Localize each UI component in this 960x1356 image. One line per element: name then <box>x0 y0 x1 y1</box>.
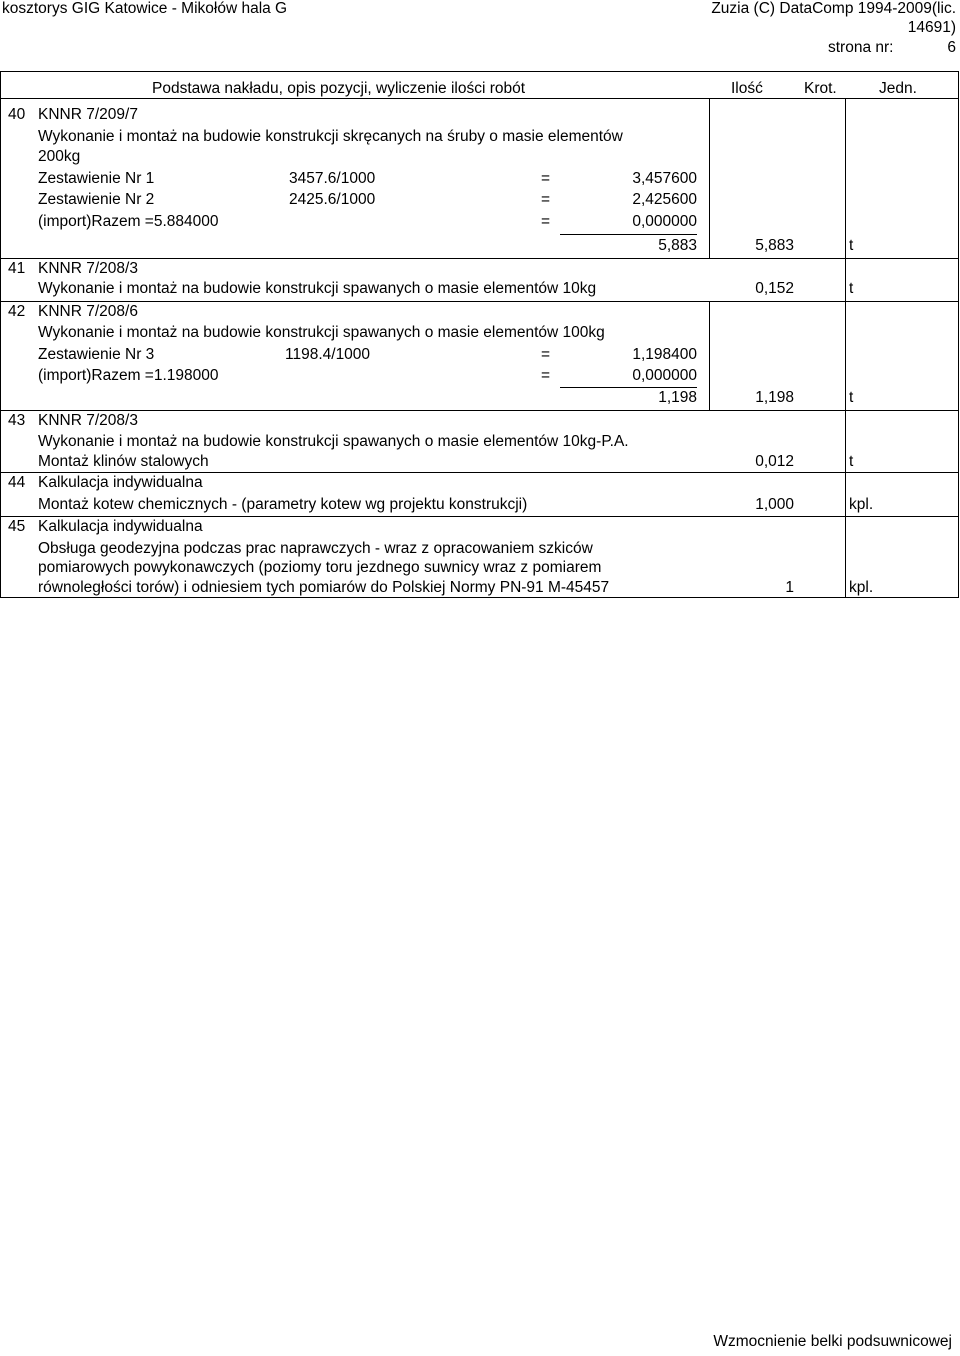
calc-equals: = <box>541 346 551 363</box>
item-description: Montaż kotew chemicznych - (parametry kotew wg projektu konstrukcji) <box>38 496 528 513</box>
item-number: 41 <box>8 260 26 277</box>
page-number-label: strona nr: <box>828 39 894 56</box>
item-number: 43 <box>8 412 26 429</box>
calc-value: 0,000000 <box>632 367 697 384</box>
page-footer: Wzmocnienie belki podsuwnicowej <box>713 1333 952 1350</box>
item-description: Wykonanie i montaż na budowie konstrukcji spawanych o masie elementów 10kg-P.A. <box>38 433 629 450</box>
header-description: Podstawa nakładu, opis pozycji, wyliczenie ilości robót <box>152 80 526 97</box>
calc-label: (import)Razem =5.884000 <box>38 213 219 230</box>
calc-equals: = <box>541 191 551 208</box>
item-code: KNNR 7/209/7 <box>38 106 138 123</box>
license-number: 14691) <box>907 19 956 36</box>
item-unit: t <box>849 389 854 406</box>
calc-subtotal: 5,883 <box>658 237 697 254</box>
item-number: 44 <box>8 474 26 491</box>
item-description: Montaż klinów stalowych <box>38 453 209 470</box>
table-row-divider <box>0 258 959 259</box>
calc-equals: = <box>541 367 551 384</box>
page-number: 6 <box>947 39 956 56</box>
table-border <box>0 71 959 72</box>
header-unit: Jedn. <box>879 80 917 97</box>
header-krot: Krot. <box>804 80 837 97</box>
item-quantity: 0,152 <box>755 280 794 297</box>
table-row-divider <box>0 410 959 411</box>
column-divider <box>845 301 846 410</box>
calc-label: (import)Razem =1.198000 <box>38 367 219 384</box>
calc-expression: 2425.6/1000 <box>289 191 376 208</box>
item-number: 40 <box>8 106 26 123</box>
item-unit: kpl. <box>849 496 874 513</box>
calc-equals: = <box>541 213 551 230</box>
item-unit: t <box>849 280 854 297</box>
item-quantity: 1 <box>785 579 794 596</box>
item-quantity: 0,012 <box>755 453 794 470</box>
calc-value: 3,457600 <box>632 170 697 187</box>
item-code: Kalkulacja indywidualna <box>38 474 203 491</box>
header-quantity: Ilość <box>731 80 763 97</box>
sum-line <box>560 387 697 388</box>
item-unit: t <box>849 237 854 254</box>
item-code: KNNR 7/208/3 <box>38 412 138 429</box>
item-quantity: 5,883 <box>755 237 794 254</box>
calc-value: 2,425600 <box>632 191 697 208</box>
item-description: Obsługa geodezyjna podczas prac naprawczych - wraz z opracowaniem szkiców <box>38 540 593 557</box>
table-row-divider <box>0 98 959 99</box>
item-unit: kpl. <box>849 579 874 596</box>
table-border <box>0 597 959 598</box>
item-number: 42 <box>8 303 26 320</box>
column-divider <box>845 410 846 472</box>
item-code: Kalkulacja indywidualna <box>38 518 203 535</box>
column-divider <box>845 258 846 301</box>
column-divider <box>709 98 710 258</box>
item-quantity: 1,198 <box>755 389 794 406</box>
item-number: 45 <box>8 518 26 535</box>
table-border <box>958 71 959 598</box>
item-description: Wykonanie i montaż na budowie konstrukcji spawanych o masie elementów 10kg <box>38 280 597 297</box>
table-row-divider <box>0 516 959 517</box>
column-divider <box>845 472 846 516</box>
calc-expression: 3457.6/1000 <box>289 170 376 187</box>
item-code: KNNR 7/208/3 <box>38 260 138 277</box>
calc-subtotal: 1,198 <box>658 389 697 406</box>
calc-value: 0,000000 <box>632 213 697 230</box>
calc-equals: = <box>541 170 551 187</box>
calc-label: Zestawienie Nr 2 <box>38 191 155 208</box>
column-divider <box>845 516 846 597</box>
column-divider <box>845 98 846 258</box>
table-border <box>0 71 1 598</box>
calc-label: Zestawienie Nr 1 <box>38 170 155 187</box>
item-description: pomiarowych powykonawczych (poziomy toru jezdnego suwnicy wraz z pomiarem <box>38 559 602 576</box>
software-license: Zuzia (C) DataComp 1994-2009(lic. <box>711 0 956 17</box>
column-divider <box>709 301 710 410</box>
item-description: Wykonanie i montaż na budowie konstrukcji spawanych o masie elementów 100kg <box>38 324 605 341</box>
item-description: 200kg <box>38 148 81 165</box>
item-unit: t <box>849 453 854 470</box>
item-quantity: 1,000 <box>755 496 794 513</box>
calc-value: 1,198400 <box>632 346 697 363</box>
item-code: KNNR 7/208/6 <box>38 303 138 320</box>
calc-expression: 1198.4/1000 <box>285 346 371 363</box>
calc-label: Zestawienie Nr 3 <box>38 346 155 363</box>
item-description: równoległości torów) i odniesiem tych pomiarów do Polskiej Normy PN-91 M-45457 <box>38 579 610 596</box>
table-row-divider <box>0 301 959 302</box>
sum-line <box>560 234 697 235</box>
table-row-divider <box>0 472 959 473</box>
item-description: Wykonanie i montaż na budowie konstrukcji skręcanych na śruby o masie elementów <box>38 128 623 145</box>
document-title: kosztorys GIG Katowice - Mikołów hala G <box>2 0 288 17</box>
